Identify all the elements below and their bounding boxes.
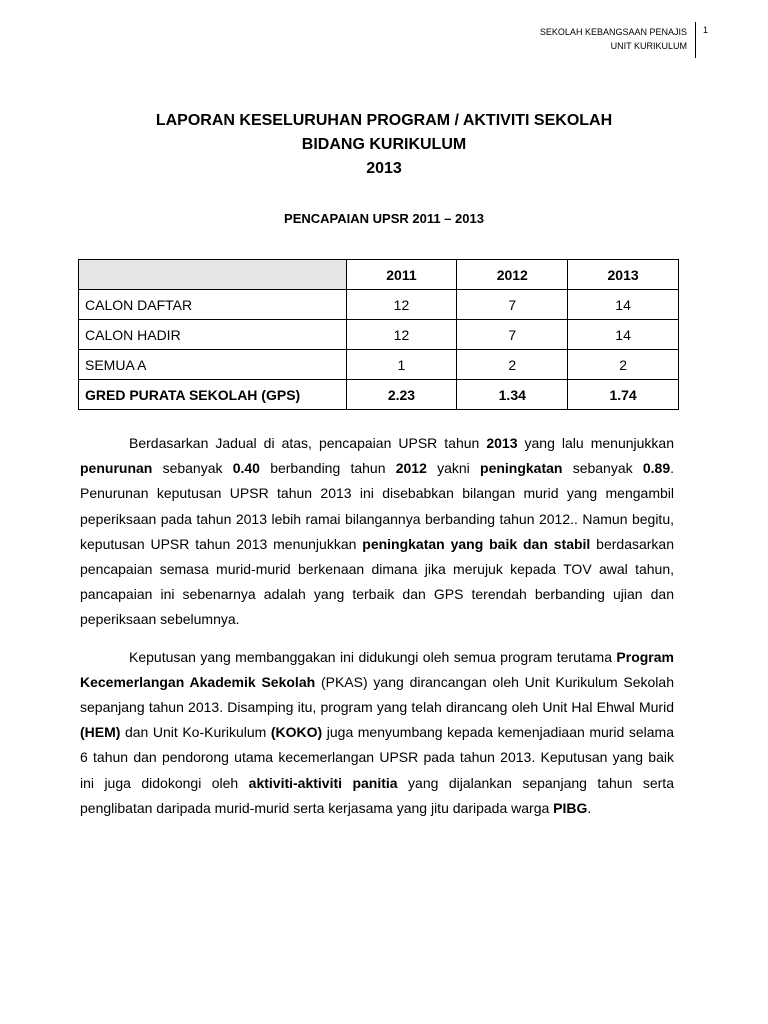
bold-text: 0.89	[642, 460, 671, 477]
bold-text: aktiviti-aktiviti panitia	[248, 774, 398, 791]
bold-text: 2012	[395, 460, 427, 477]
text-run: sebanyak	[562, 460, 643, 477]
table-row	[79, 350, 679, 380]
paragraph-1	[80, 431, 674, 633]
paragraph-2	[80, 645, 674, 821]
text-run: yakni	[426, 460, 481, 477]
title-line-1: LAPORAN KESELURUHAN PROGRAM / AKTIVITI SEKOLAH	[155, 112, 613, 129]
bold-text: (KOKO)	[270, 724, 323, 741]
bold-text: PIBG	[553, 799, 588, 816]
bold-text: penurunan	[80, 460, 153, 477]
table-row-gps	[79, 380, 679, 410]
text-run: (PKAS) yang dirancangan oleh Unit Kurikulum Sekolah sepanjang tahun 2013. Disamping itu, program yang telah dirancang oleh Unit Hal Ehwal Murid	[80, 673, 674, 716]
text-run: Keputusan yang membanggakan ini didukungi oleh semua program terutama	[129, 648, 617, 665]
table-header-blank	[79, 260, 347, 290]
text-run: .	[587, 799, 592, 816]
page-header	[540, 22, 708, 58]
row-label: CALON HADIR	[79, 320, 347, 350]
table-header-2012: 2012	[457, 260, 568, 290]
bold-text: (HEM)	[80, 724, 121, 741]
bold-text: Program Kecemerlangan Akademik Sekolah	[80, 648, 674, 690]
header-text	[540, 22, 695, 58]
row-label: GRED PURATA SEKOLAH (GPS)	[79, 380, 347, 410]
cell-value: 2	[457, 350, 568, 380]
text-run: dan Unit Ko-Kurikulum	[120, 724, 271, 741]
table-row	[79, 290, 679, 320]
bold-text: peningkatan	[480, 460, 563, 477]
header-unit: UNIT KURIKULUM	[610, 41, 687, 51]
cell-value: 1.74	[568, 380, 679, 410]
document-title	[0, 109, 768, 181]
text-run: juga menyumbang kepada kemenjadiaan murid selama 6 tahun dan pendorong utama kecemerlangan UPSR pada tahun 2013. Keputusan yang baik ini juga didokongi oleh	[80, 724, 675, 791]
row-label: SEMUA A	[79, 350, 347, 380]
bold-text: peningkatan yang baik dan stabil	[362, 535, 591, 552]
title-line-2: BIDANG KURIKULUM	[301, 136, 467, 153]
report-body	[80, 431, 674, 833]
table-row	[79, 320, 679, 350]
cell-value: 1.34	[457, 380, 568, 410]
table-header-row	[79, 260, 679, 290]
text-run: berbanding tahun	[259, 460, 396, 477]
table-header-2013: 2013	[568, 260, 679, 290]
header-school: SEKOLAH KEBANGSAAN PENAJIS	[539, 27, 687, 37]
text-run: sebanyak	[152, 460, 233, 477]
text-run: Berdasarkan Jadual di atas, pencapaian UPSR tahun	[129, 435, 487, 451]
bold-text: 2013	[486, 435, 518, 451]
page-number: 1	[702, 25, 708, 35]
title-line-3: 2013	[366, 160, 402, 177]
cell-value: 14	[568, 290, 679, 320]
text-run: berdasarkan pencapaian semasa murid-murid berkenaan dimana jika merujuk kepada TOV awal tahun, pancapaian ini sebenarnya adalah yang terbaik dan GPS terendah berbanding ujian dan peperiksaan sebelumnya.	[80, 535, 674, 628]
upsr-results-table	[78, 259, 679, 410]
cell-value: 7	[457, 290, 568, 320]
text-run: . Penurunan keputusan UPSR tahun 2013 ini disebabkan bilangan murid yang mengambil peperiksaan pada tahun 2013 lebih ramai bilangannya berbanding tahun 2012.. Namun begitu, keputusan UPSR tahun 2013 menunjukkan	[80, 460, 674, 552]
row-label: CALON DAFTAR	[79, 290, 347, 320]
bold-text: 0.40	[232, 460, 260, 477]
text-run: yang dijalankan sepanjang tahun serta penglibatan daripada murid-murid serta kerjasama yang jitu daripada warga	[80, 774, 674, 816]
cell-value: 12	[346, 320, 457, 350]
cell-value: 12	[346, 290, 457, 320]
cell-value: 14	[568, 320, 679, 350]
cell-value: 7	[457, 320, 568, 350]
text-run: yang lalu menunjukkan	[517, 435, 674, 451]
table-header-2011: 2011	[346, 260, 457, 290]
cell-value: 2.23	[346, 380, 457, 410]
cell-value: 2	[568, 350, 679, 380]
cell-value: 1	[346, 350, 457, 380]
section-subtitle: PENCAPAIAN UPSR 2011 – 2013	[284, 211, 484, 226]
